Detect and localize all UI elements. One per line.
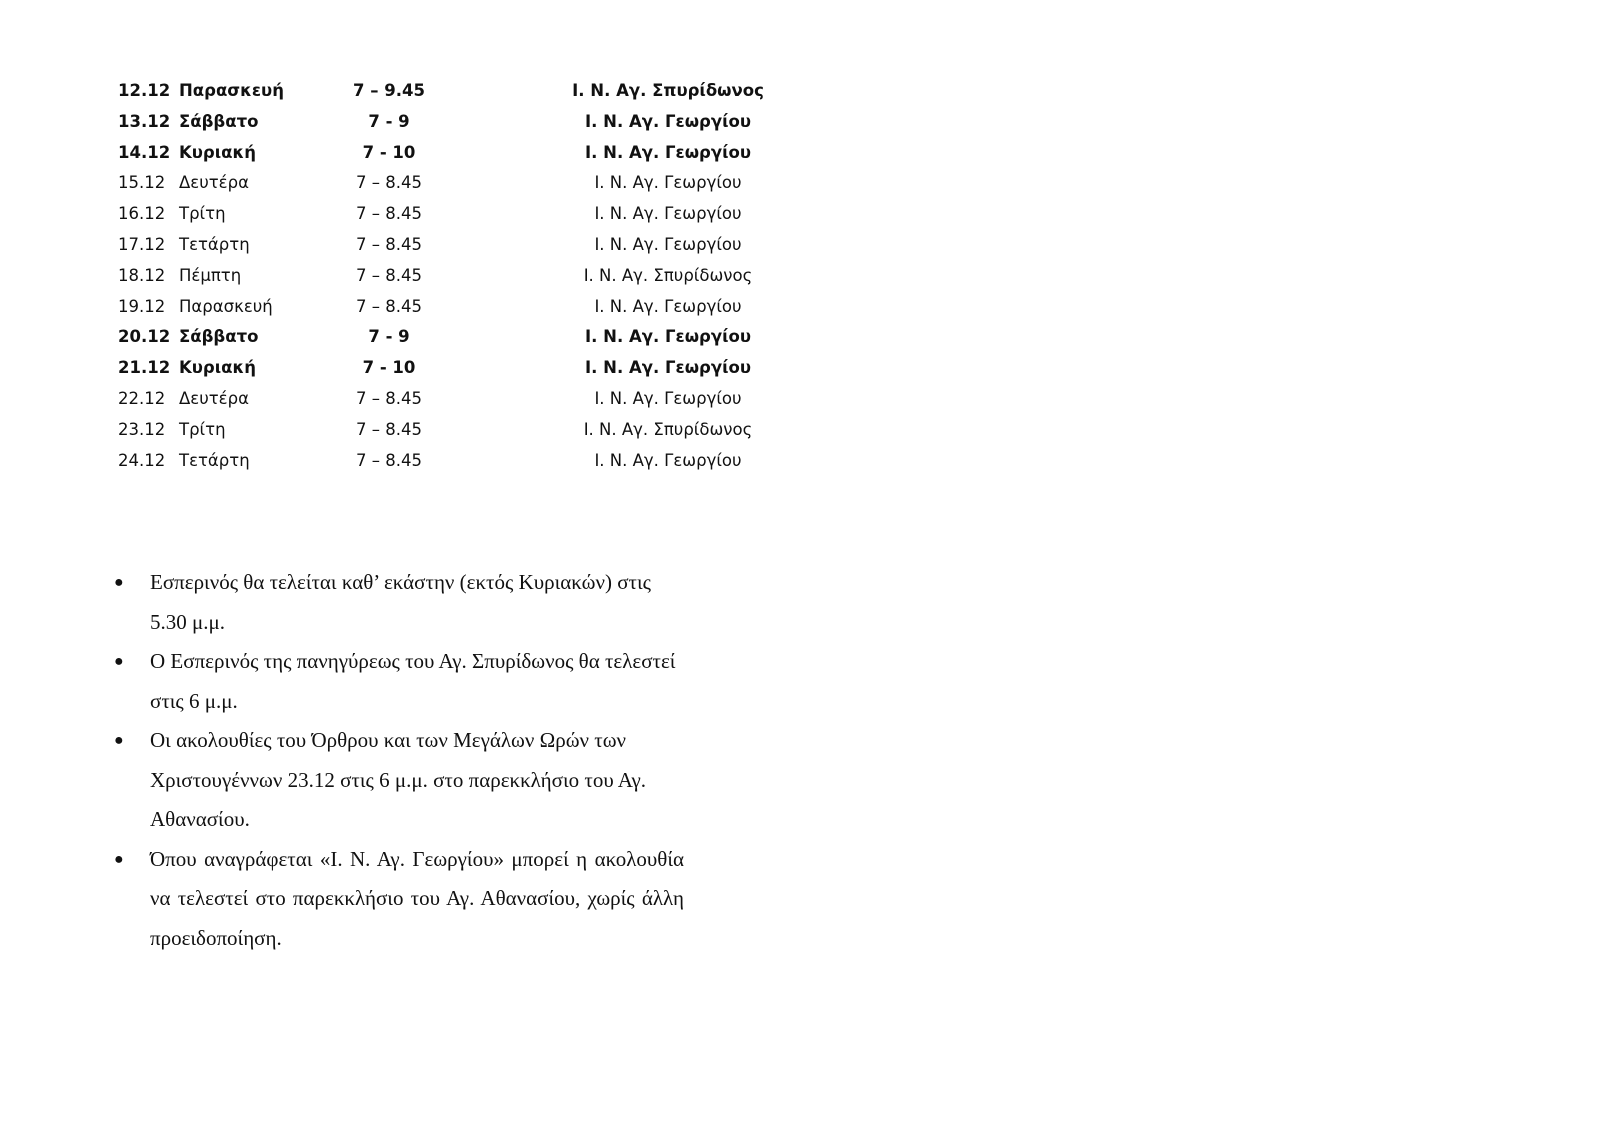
- note-text: Οι ακολουθίες του Όρθρου και των Μεγάλων Ωρών των Χριστουγέννων 23.12 στις 6 μ.μ. στο παρεκκλήσιο του Αγ. Αθανασίου.: [150, 728, 647, 831]
- note-text: Ο Εσπερινός της πανηγύρεως του Αγ. Σπυρίδωνος θα τελεστεί στις 6 μ.μ.: [150, 649, 676, 713]
- row-day: Σάββατο: [179, 327, 259, 347]
- row-time: 7 - 10: [362, 142, 416, 162]
- schedule-row: [118, 199, 758, 230]
- row-date: 23.12: [118, 419, 166, 439]
- row-time: 7 – 8.45: [356, 204, 422, 224]
- row-time: 7 – 8.45: [356, 265, 422, 285]
- row-church: Ι. Ν. Αγ. Σπυρίδωνος: [583, 419, 753, 439]
- note-item: [112, 563, 684, 642]
- schedule-row: [118, 322, 758, 353]
- row-church: Ι. Ν. Αγ. Γεωργίου: [594, 234, 742, 254]
- row-time: 7 – 8.45: [356, 450, 422, 470]
- row-church: Ι. Ν. Αγ. Γεωργίου: [585, 358, 751, 378]
- schedule-row: [118, 292, 758, 323]
- row-date: 16.12: [118, 204, 166, 224]
- row-date: 22.12: [118, 388, 166, 408]
- row-church: Ι. Ν. Αγ. Γεωργίου: [594, 450, 742, 470]
- row-church: Ι. Ν. Αγ. Γεωργίου: [594, 388, 742, 408]
- schedule-row: [118, 446, 758, 477]
- row-church: Ι. Ν. Αγ. Γεωργίου: [594, 296, 742, 316]
- note-text: Όπου αναγράφεται «Ι. Ν. Αγ. Γεωργίου» μπορεί η ακολουθία να τελεστεί στο παρεκκλήσιο του Αγ. Αθανασίου, χωρίς άλλη προειδοποίηση.: [150, 846, 684, 950]
- row-day: Δευτέρα: [179, 173, 249, 193]
- bullet-icon: ●: [114, 574, 124, 591]
- schedule-row: [118, 261, 758, 292]
- row-church: Ι. Ν. Αγ. Σπυρίδωνος: [583, 265, 753, 285]
- note-text: Εσπερινός θα τελείται καθ’ εκάστην (εκτός Κυριακών) στις 5.30 μ.μ.: [150, 570, 651, 634]
- row-day: Παρασκευή: [179, 296, 273, 316]
- row-time: 7 - 9: [368, 327, 410, 347]
- row-time: 7 – 9.45: [353, 81, 425, 100]
- row-time: 7 – 8.45: [356, 388, 422, 408]
- row-date: 14.12: [118, 142, 171, 162]
- row-day: Κυριακή: [179, 142, 256, 162]
- row-day: Κυριακή: [179, 358, 256, 378]
- row-church: Ι. Ν. Αγ. Γεωργίου: [585, 142, 751, 162]
- row-day: Τρίτη: [179, 419, 226, 439]
- schedule-row: [118, 138, 758, 169]
- row-date: 24.12: [118, 450, 166, 470]
- row-day: Τρίτη: [179, 204, 226, 224]
- row-day: Παρασκευή: [179, 81, 284, 100]
- bullet-icon: ●: [114, 653, 124, 670]
- bullet-icon: ●: [114, 732, 124, 749]
- schedule-table: [118, 76, 764, 476]
- row-time: 7 – 8.45: [356, 419, 422, 439]
- row-day: Τετάρτη: [179, 450, 250, 470]
- row-church: Ι. Ν. Αγ. Σπυρίδωνος: [572, 81, 764, 100]
- schedule-row: [118, 353, 758, 384]
- row-day: Δευτέρα: [179, 388, 249, 408]
- schedule-row: [118, 76, 764, 107]
- row-date: 21.12: [118, 358, 171, 378]
- row-time: 7 - 10: [362, 358, 416, 378]
- schedule-row: [118, 168, 758, 199]
- row-day: Σάββατο: [179, 111, 259, 131]
- row-church: Ι. Ν. Αγ. Γεωργίου: [585, 111, 751, 131]
- row-date: 17.12: [118, 234, 166, 254]
- note-item: [112, 642, 684, 721]
- row-church: Ι. Ν. Αγ. Γεωργίου: [585, 327, 751, 347]
- row-day: Πέμπτη: [179, 265, 242, 285]
- schedule-row: [118, 415, 758, 446]
- row-date: 19.12: [118, 296, 166, 316]
- bullet-icon: ●: [114, 850, 124, 868]
- row-date: 13.12: [118, 111, 171, 131]
- schedule-row: [118, 384, 758, 415]
- notes-list: [112, 563, 684, 958]
- row-date: 12.12: [118, 81, 171, 100]
- row-time: 7 – 8.45: [356, 234, 422, 254]
- row-date: 20.12: [118, 327, 171, 347]
- row-date: 15.12: [118, 173, 166, 193]
- schedule-row: [118, 107, 758, 138]
- row-church: Ι. Ν. Αγ. Γεωργίου: [594, 204, 742, 224]
- note-item: [112, 840, 684, 959]
- note-item: [112, 721, 684, 840]
- row-time: 7 - 9: [368, 111, 410, 131]
- row-date: 18.12: [118, 265, 166, 285]
- schedule-row: [118, 230, 758, 261]
- row-church: Ι. Ν. Αγ. Γεωργίου: [594, 173, 742, 193]
- row-day: Τετάρτη: [179, 234, 250, 254]
- row-time: 7 – 8.45: [356, 173, 422, 193]
- row-time: 7 – 8.45: [356, 296, 422, 316]
